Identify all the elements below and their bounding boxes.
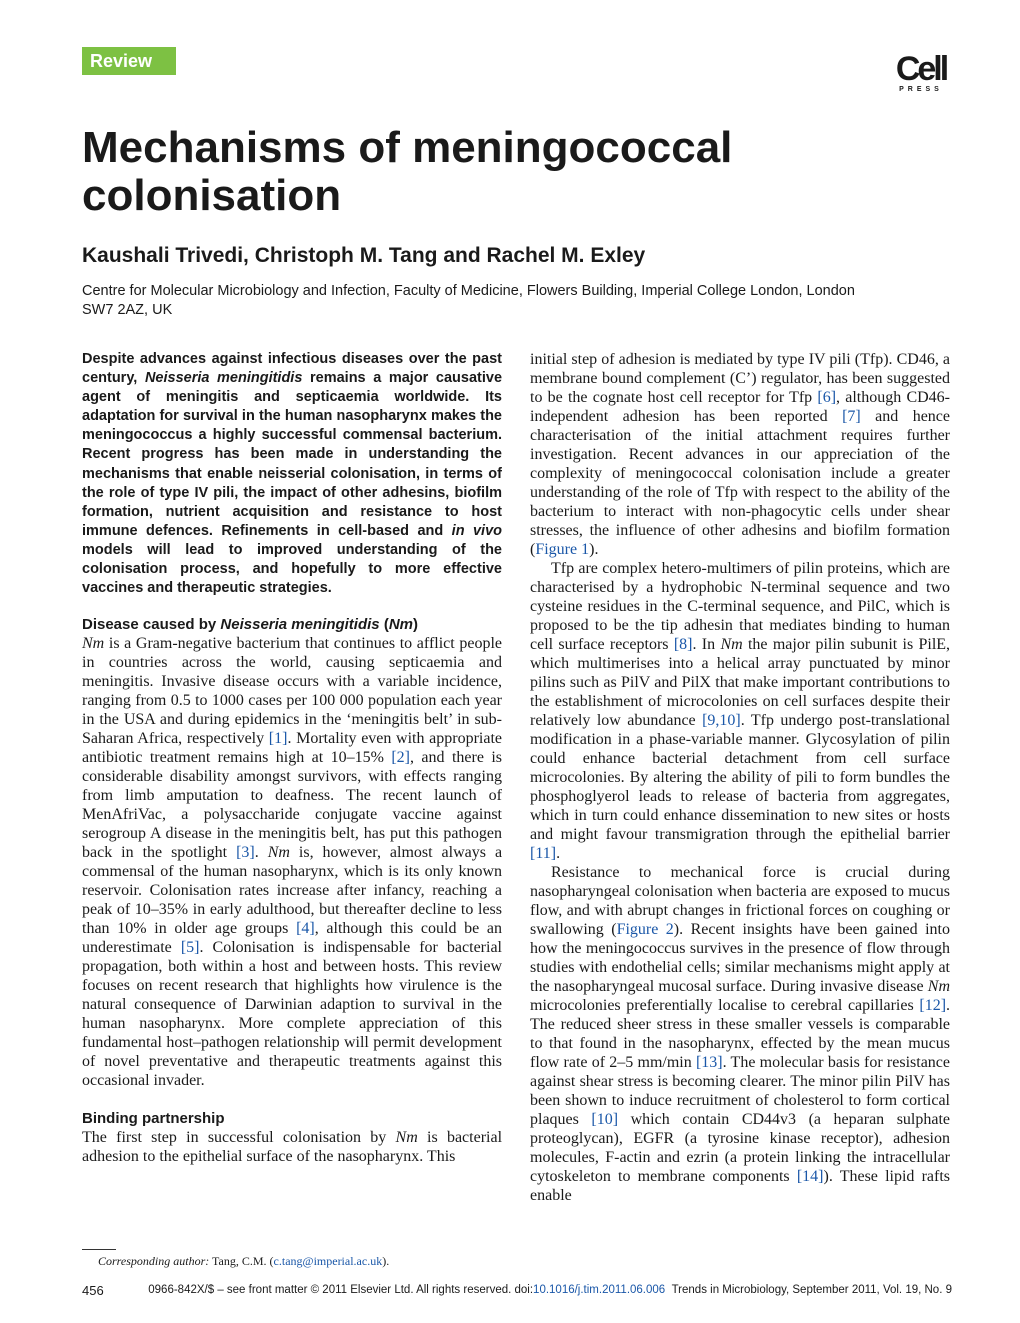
abstract: Despite advances against infectious diseases over the past century, Neisseria meningitidis remains a major causative agent of meningitis and septicaemia worldwide. Its adaptation for survival in the human nasopharynx makes the meningococcus a highly successful commensal bacterium. Recent progress has been made in understanding the mechanisms that enable neisserial colonisation, in terms of the role of type IV pili, the impact of other adhesins, biofilm formation, nutrient acquisition and resistance to host immune defences. Refinements in cell-based and in vivo models will lead to improved understanding of the colonisation process, and hopefully to more effective vaccines and therapeutic strategies.	[82, 351, 503, 597]
right-column	[530, 350, 950, 1205]
logo-word: Cell	[895, 50, 947, 88]
email-link[interactable]: c.tang@imperial.ac.uk	[273, 1254, 383, 1268]
citation-link[interactable]: [8]	[673, 636, 693, 653]
citation-link[interactable]: [11]	[530, 845, 557, 862]
citation-link[interactable]: [9,10]	[702, 712, 741, 729]
figure-link[interactable]: Figure 2	[616, 921, 674, 938]
footer-info: 0966-842X/$ – see front matter © 2011 Elsevier Ltd. All rights reserved. doi:10.1016/j.tim.2011.06.006 Trends in Microbiology, September 2011, Vol. 19, No. 9	[148, 1284, 952, 1296]
author-list: Kaushali Trivedi, Christoph M. Tang and Rachel M. Exley	[82, 244, 646, 267]
section-heading-binding: Binding partnership	[82, 1110, 225, 1128]
citation-link[interactable]: [10]	[591, 1111, 619, 1128]
figure-link[interactable]: Figure 1	[535, 541, 590, 558]
affiliation: Centre for Molecular Microbiology and Infection, Faculty of Medicine, Flowers Building, Imperial College London, London SW7 2AZ, UK	[82, 283, 855, 318]
citation-link[interactable]: [1]	[268, 730, 288, 748]
paragraph-tfp-structure: Tfp are complex hetero-multimers of pilin proteins, which are characterised by a hydrophobic N-terminal sequence and two cysteine residues in the C-terminal sequence, and PilC, which is proposed to be the tip adhesin that mediates binding to human cell surface receptors [8]. In Nm the major pilin subunit is PilE, which multimerises into a helical array punctuated by minor pilins such as PilV and PilX that make important contributions to the establishment of microcolonies on cell surfaces despite their relatively low abundance [9,10]. Tfp undergo post-translational modification in a phase-variable manner. Glycosylation of pilin could enhance bacterial detachment from cell surface microcolonies. By altering the ability of pili to form bundles the phosphoglyerol leads to release of bacteria from aggregates, which in turn could enhance dissemination to new sites or hosts and might favour transmigration through the epithelial barrier [11].	[530, 560, 951, 862]
paragraph-binding: The first step in successful colonisation by Nm is bacterial adhesion to the epithelial surface of the nasopharynx. This	[82, 1129, 503, 1166]
citation-link[interactable]: [6]	[817, 389, 837, 406]
article-type-badge: Review	[82, 47, 176, 75]
paragraph-tfp-adhesion: initial step of adhesion is mediated by type IV pili (Tfp). CD46, a membrane bound complement (C’) regulator, has been suggested to be the cognate host cell receptor for Tfp [6], although CD46-independent adhesion has been reported [7] and hence characterisation of the initial attachment requires further investigation. Recent advances in our appreciation of the complexity of meningococcal colonisation include a greater understanding of the role of Tfp with respect to the ability of the bacterium to interact with non-phagocytic cells under shear stresses, the influence of other adhesins and biofilm formation (Figure 1).	[530, 351, 951, 558]
left-column	[82, 350, 502, 1166]
citation-link[interactable]: [12]	[919, 997, 947, 1014]
doi-link[interactable]: 10.1016/j.tim.2011.06.006	[533, 1284, 666, 1296]
citation-link[interactable]: [13]	[695, 1054, 723, 1071]
logo-press: PRESS	[899, 86, 943, 93]
citation-link[interactable]: [14]	[796, 1168, 824, 1185]
citation-link[interactable]: [2]	[391, 749, 410, 767]
cell-press-logo	[890, 52, 952, 93]
citation-link[interactable]: [7]	[842, 408, 861, 425]
paragraph-disease: Nm is a Gram-negative bacterium that continues to afflict people in countries across the world, causing septicaemia and meningitis. Invasive disease occurs with a variable incidence, ranging from 0.5 to 1000 cases per 100 000 population each year in the USA and during epidemics in the ‘meningitis belt’ in sub-Saharan Africa, respectively [1]. Mortality even with appropriate antibiotic treatment remains high at 10–15% [2], and there is considerable disability amongst survivors, with effects ranging from limb amputation to deafness. The recent launch of MenAfriVac, a polysaccharide conjugate vaccine against serogroup A disease in the meningitis belt, has put this pathogen back in the spotlight [3]. Nm is, however, almost always a commensal of the human nasopharynx, which is its only known reservoir. Colonisation rates increase after infancy, reaching a peak of 10–35% in early adulthood, but thereafter decline to less than 10% in older age groups [4], although this could be an underestimate [5]. Colonisation is indispensable for bacterial propagation, both within a host and between hosts. This review focuses on recent research that highlights how virulence is the natural consequence of Darwinian adaption to survival in the human nasopharynx. More complete appreciation of this fundamental host–pathogen relationship will permit development of novel preventative and therapeutic treatments against this occasional invader.	[82, 635, 503, 1090]
citation-link[interactable]: [3]	[236, 844, 255, 862]
corresponding-author-note: Corresponding author: Tang, C.M. (c.tang@imperial.ac.uk).	[98, 1254, 390, 1268]
citation-link[interactable]: [4]	[296, 920, 315, 938]
page-number: 456	[82, 1283, 104, 1298]
section-heading-disease: Disease caused by Neisseria meningitidis (Nm)	[82, 616, 418, 634]
footnote-divider	[82, 1249, 116, 1250]
citation-link[interactable]: [5]	[180, 939, 200, 957]
paragraph-mechanical-force: Resistance to mechanical force is crucial during nasopharyngeal colonisation when bacteria are exposed to mucus flow, and with abrupt changes in frictional forces on coughing or swallowing (Figure 2). Recent insights have been gained into how the meningococcus survives in the presence of flow through studies with endothelial cells; similar mechanisms might apply at the nasopharyngeal mucosal surface. During invasive disease Nm microcolonies preferentially localise to cerebral capillaries [12]. The reduced sheer stress in these smaller vessels is comparable to that found in the nasopharynx, effected by the mean mucus flow rate of 2–5 mm/min [13]. The molecular basis for resistance against shear stress is becoming clearer. The minor pilin PilV has been shown to induce recruitment of cholesterol to form cortical plaques [10] which contain CD44v3 (a heparan sulphate proteoglycan), EGFR (a tyrosine kinase receptor), adhesion molecules, F-actin and ezrin (a protein linking the intracellular cytoskeleton to membrane components [14]). These lipid rafts enable	[530, 864, 951, 1204]
article-title: Mechanisms of meningococcal colonisation	[82, 123, 733, 220]
